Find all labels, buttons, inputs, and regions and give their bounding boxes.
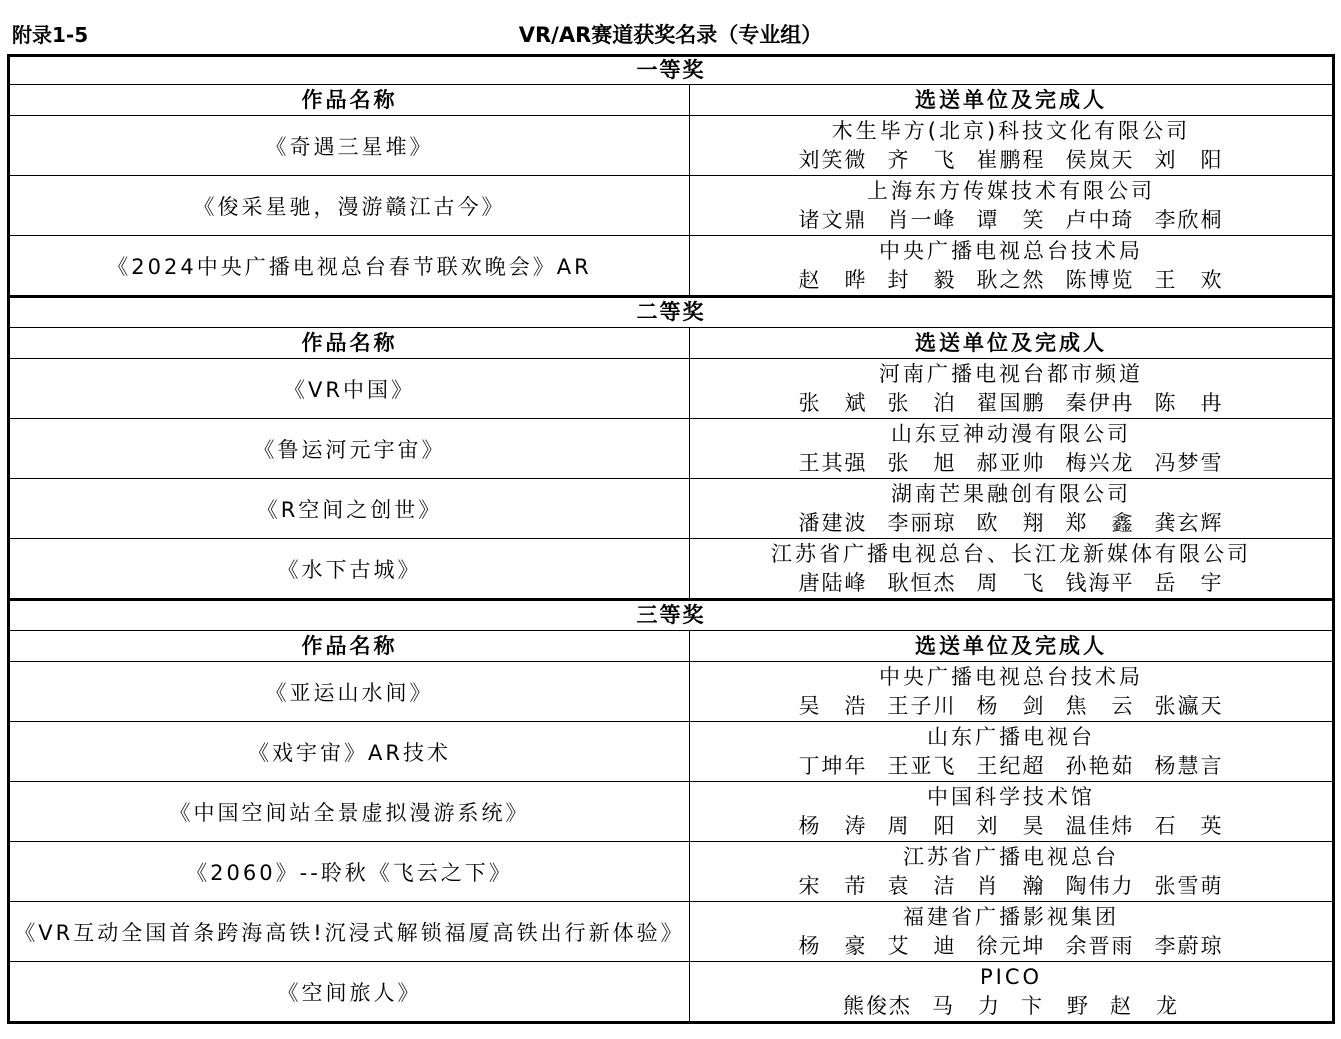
unit-and-people-cell <box>690 902 1334 962</box>
work-title: 《2060》--聆秋《飞云之下》 <box>9 842 690 902</box>
team-members <box>690 266 1332 295</box>
team-member-name: 翟国鹏 <box>976 390 1046 415</box>
team-member-name: 王子川 <box>887 693 957 718</box>
team-member-name: 周 阳 <box>887 813 957 838</box>
team-member-name: 杨慧言 <box>1154 753 1224 778</box>
team-member-name: 李欣桐 <box>1154 207 1224 232</box>
table-row <box>9 902 1334 962</box>
work-title: 《鲁运河元宇宙》 <box>9 419 690 479</box>
team-member-name: 孙艳茹 <box>1065 753 1135 778</box>
submitting-unit: PICO <box>979 964 1043 989</box>
document-header <box>0 0 1341 52</box>
table-row <box>9 479 1334 539</box>
team-member-name: 欧 翔 <box>976 510 1046 535</box>
unit-and-people-cell <box>690 236 1334 297</box>
column-header-work: 作品名称 <box>9 85 690 116</box>
team-member-name: 周 飞 <box>976 570 1046 595</box>
submitting-unit: 中央广播电视总台技术局 <box>879 238 1143 263</box>
team-members <box>690 992 1332 1021</box>
team-member-name: 吴 浩 <box>798 693 868 718</box>
team-members <box>690 509 1332 538</box>
unit-and-people-cell <box>690 842 1334 902</box>
submitting-unit: 中央广播电视总台技术局 <box>879 664 1143 689</box>
work-title: 《2024中央广播电视总台春节联欢晚会》AR <box>9 236 690 297</box>
work-title: 《VR互动全国首条跨海高铁!沉浸式解锁福厦高铁出行新体验》 <box>9 902 690 962</box>
table-row <box>9 842 1334 902</box>
team-member-name: 杨 涛 <box>798 813 868 838</box>
work-title: 《戏宇宙》AR技术 <box>9 722 690 782</box>
team-member-name: 焦 云 <box>1065 693 1135 718</box>
unit-and-people-cell <box>690 662 1334 722</box>
submitting-unit: 湖南芒果融创有限公司 <box>891 481 1131 506</box>
team-member-name: 龚玄辉 <box>1154 510 1224 535</box>
team-member-name: 封 毅 <box>887 267 957 292</box>
team-member-name: 赵 晔 <box>798 267 868 292</box>
team-member-name: 艾 迪 <box>887 933 957 958</box>
team-member-name: 张雪萌 <box>1154 873 1224 898</box>
team-member-name: 肖一峰 <box>887 207 957 232</box>
table-row <box>9 116 1334 176</box>
column-header-unit: 选送单位及完成人 <box>690 328 1334 359</box>
team-member-name: 袁 洁 <box>887 873 957 898</box>
submitting-unit: 江苏省广播电视总台 <box>903 844 1119 869</box>
appendix-label: 附录1-5 <box>12 23 89 47</box>
submitting-unit: 中国科学技术馆 <box>927 784 1095 809</box>
submitting-unit: 木生毕方(北京)科技文化有限公司 <box>831 118 1191 143</box>
table-row <box>9 419 1334 479</box>
team-members <box>690 752 1332 781</box>
prize-level-label: 一等奖 <box>9 56 1334 85</box>
team-member-name: 陈 冉 <box>1154 390 1224 415</box>
team-member-name: 张 旭 <box>887 450 957 475</box>
team-member-name: 余晋雨 <box>1065 933 1135 958</box>
column-header-row <box>9 85 1334 116</box>
team-member-name: 诸文鼎 <box>798 207 868 232</box>
team-member-name: 王 欢 <box>1154 267 1224 292</box>
submitting-unit: 福建省广播影视集团 <box>903 904 1119 929</box>
unit-and-people-cell <box>690 359 1334 419</box>
team-member-name: 谭 笑 <box>976 207 1046 232</box>
submitting-unit: 山东广播电视台 <box>927 724 1095 749</box>
table-row <box>9 236 1334 297</box>
prize-header-row <box>9 600 1334 631</box>
prize-header-row <box>9 297 1334 328</box>
awards-table <box>7 54 1335 1024</box>
column-header-unit: 选送单位及完成人 <box>690 85 1334 116</box>
work-title: 《R空间之创世》 <box>9 479 690 539</box>
table-row <box>9 176 1334 236</box>
team-member-name: 宋 芾 <box>798 873 868 898</box>
team-member-name: 秦伊冉 <box>1065 390 1135 415</box>
team-member-name: 杨 豪 <box>798 933 868 958</box>
team-members <box>690 569 1332 598</box>
team-member-name: 李蔚琼 <box>1154 933 1224 958</box>
team-member-name: 丁坤年 <box>798 753 868 778</box>
team-member-name: 张瀛天 <box>1154 693 1224 718</box>
team-member-name: 石 英 <box>1154 813 1224 838</box>
team-member-name: 温佳炜 <box>1065 813 1135 838</box>
work-title: 《水下古城》 <box>9 539 690 600</box>
team-member-name: 王其强 <box>798 450 868 475</box>
team-member-name: 马 力 <box>932 993 1001 1018</box>
table-row <box>9 782 1334 842</box>
unit-and-people-cell <box>690 962 1334 1023</box>
team-members <box>690 872 1332 901</box>
team-member-name: 卢中琦 <box>1065 207 1135 232</box>
team-member-name: 唐陆峰 <box>798 570 868 595</box>
prize-level-label: 三等奖 <box>9 600 1334 631</box>
table-row <box>9 722 1334 782</box>
unit-and-people-cell <box>690 479 1334 539</box>
team-member-name: 耿恒杰 <box>887 570 957 595</box>
prize-level-label: 二等奖 <box>9 297 1334 328</box>
submitting-unit: 河南广播电视台都市频道 <box>879 361 1143 386</box>
team-member-name: 冯梦雪 <box>1154 450 1224 475</box>
work-title: 《空间旅人》 <box>9 962 690 1023</box>
team-member-name: 熊俊杰 <box>843 993 912 1018</box>
team-member-name: 潘建波 <box>798 510 868 535</box>
unit-and-people-cell <box>690 782 1334 842</box>
team-member-name: 张 斌 <box>798 390 868 415</box>
unit-and-people-cell <box>690 419 1334 479</box>
team-members <box>690 449 1332 478</box>
team-member-name: 齐 飞 <box>887 147 957 172</box>
work-title: 《奇遇三星堆》 <box>9 116 690 176</box>
column-header-row <box>9 631 1334 662</box>
team-member-name: 陈博览 <box>1065 267 1135 292</box>
unit-and-people-cell <box>690 539 1334 600</box>
team-members <box>690 389 1332 418</box>
table-row <box>9 539 1334 600</box>
team-member-name: 郝亚帅 <box>976 450 1046 475</box>
team-member-name: 岳 宇 <box>1154 570 1224 595</box>
team-member-name: 杨 剑 <box>976 693 1046 718</box>
team-members <box>690 146 1332 175</box>
column-header-work: 作品名称 <box>9 328 690 359</box>
work-title: 《VR中国》 <box>9 359 690 419</box>
column-header-work: 作品名称 <box>9 631 690 662</box>
team-member-name: 张 泊 <box>887 390 957 415</box>
unit-and-people-cell <box>690 116 1334 176</box>
team-member-name: 梅兴龙 <box>1065 450 1135 475</box>
work-title: 《俊采星驰，漫游赣江古今》 <box>9 176 690 236</box>
team-member-name: 赵 龙 <box>1110 993 1179 1018</box>
team-member-name: 侯岚天 <box>1065 147 1135 172</box>
table-row <box>9 359 1334 419</box>
team-member-name: 郑 鑫 <box>1065 510 1135 535</box>
table-row <box>9 962 1334 1023</box>
awards-table-body <box>9 56 1334 1023</box>
team-member-name: 刘 昊 <box>976 813 1046 838</box>
work-title: 《亚运山水间》 <box>9 662 690 722</box>
team-member-name: 刘 阳 <box>1154 147 1224 172</box>
team-members <box>690 206 1332 235</box>
team-member-name: 王纪超 <box>976 753 1046 778</box>
unit-and-people-cell <box>690 176 1334 236</box>
team-member-name: 崔鹏程 <box>976 147 1046 172</box>
table-row <box>9 662 1334 722</box>
team-member-name: 卞 野 <box>1021 993 1090 1018</box>
team-member-name: 肖 瀚 <box>976 873 1046 898</box>
team-member-name: 陶伟力 <box>1065 873 1135 898</box>
column-header-row <box>9 328 1334 359</box>
prize-header-row <box>9 56 1334 85</box>
team-member-name: 钱海平 <box>1065 570 1135 595</box>
team-member-name: 徐元坤 <box>976 933 1046 958</box>
unit-and-people-cell <box>690 722 1334 782</box>
team-member-name: 耿之然 <box>976 267 1046 292</box>
team-members <box>690 692 1332 721</box>
work-title: 《中国空间站全景虚拟漫游系统》 <box>9 782 690 842</box>
submitting-unit: 山东豆神动漫有限公司 <box>891 421 1131 446</box>
document-title: VR/AR赛道获奖名录（专业组） <box>518 23 823 47</box>
team-members <box>690 812 1332 841</box>
team-member-name: 李丽琼 <box>887 510 957 535</box>
team-members <box>690 932 1332 961</box>
submitting-unit: 上海东方传媒技术有限公司 <box>867 178 1155 203</box>
team-member-name: 王亚飞 <box>887 753 957 778</box>
submitting-unit: 江苏省广播电视总台、长江龙新媒体有限公司 <box>771 541 1251 566</box>
column-header-unit: 选送单位及完成人 <box>690 631 1334 662</box>
team-member-name: 刘笑微 <box>798 147 868 172</box>
